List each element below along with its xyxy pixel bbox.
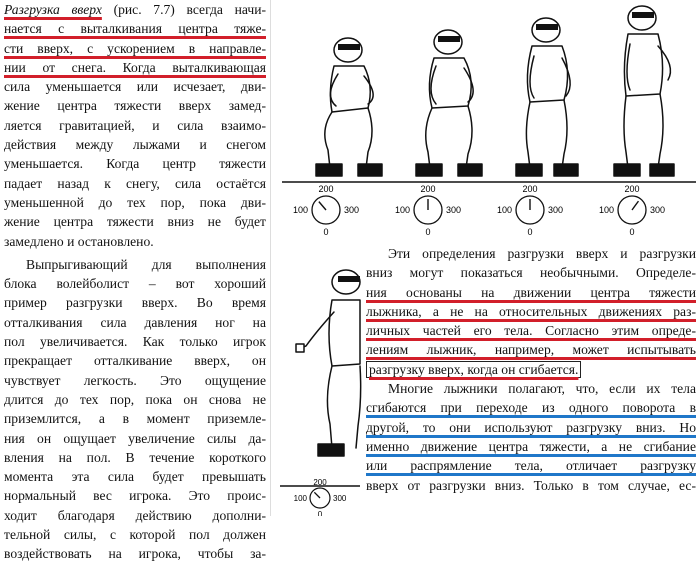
text-line: пол увеличивается. Как только игрок <box>4 334 266 350</box>
paragraph-many-skiers <box>366 379 696 495</box>
skier-figure-2 <box>416 30 482 176</box>
left-column-text <box>4 0 266 564</box>
dial-label-left: 100 <box>292 205 308 215</box>
text-line: замедлено и остановлено. <box>4 233 154 249</box>
text-line: Эти определения разгрузки вверх и разгрузки <box>388 246 696 261</box>
dial-label-right: 300 <box>650 205 666 215</box>
text-line: ния основаны на движении центра тяжести <box>366 284 696 300</box>
dial-label-bottom: 0 <box>425 227 431 237</box>
dial-label-top: 200 <box>313 478 327 487</box>
text-line: личных частей его тела. Согласно этим опреде- <box>366 323 696 339</box>
column-divider <box>270 0 271 516</box>
dial-label-bottom: 0 <box>323 227 329 237</box>
dial-label-left: 100 <box>496 205 512 215</box>
text-line: уменьшается. Когда центр тяжести <box>4 156 266 172</box>
term-unloading-up: Разгрузка вверх <box>4 2 102 17</box>
dial-label-left: 100 <box>293 494 307 503</box>
dial-label-top: 200 <box>522 184 538 194</box>
text-line: длится до тех пор, пока он снова не <box>4 391 266 407</box>
text-line: лыжника, а не на относительных движениях раз- <box>366 303 696 319</box>
text-line: вниз могут показаться необычными. Определе- <box>366 265 696 281</box>
dial-5 <box>294 478 347 516</box>
dial-label-bottom: 0 <box>629 227 635 237</box>
dial-1 <box>293 184 359 237</box>
text-line: блока волейболист – вот хороший <box>4 276 266 292</box>
dial-2 <box>395 184 461 237</box>
text-line: вверх от разгрузки вниз. Только в том случае, ес- <box>366 477 696 493</box>
text-line: нается с выталкивания центра тяже- <box>4 21 266 37</box>
text-line: момента эта сила будет превышать <box>4 469 266 485</box>
paragraph-unloading-up <box>4 0 266 251</box>
dial-label-bottom: 0 <box>317 510 323 516</box>
paragraph-definitions <box>366 244 696 379</box>
text-line: уменьшенной до тех пор, пока дви- <box>4 194 266 210</box>
text-line: ния он ощущает увеличение силы да- <box>4 430 266 446</box>
text-line: разгрузку вверх, когда он сгибается. <box>366 360 696 379</box>
dial-label-top: 200 <box>624 184 640 194</box>
text-line: жение центра тяжести вниз не будет <box>4 214 266 230</box>
text-line: нии от снега. Когда выталкивающая <box>4 59 266 75</box>
right-column-text <box>366 244 696 495</box>
text-line: нормальный вес игрока. Это проис- <box>4 488 266 504</box>
text-line: ляется гравитацией, и сила взаимо- <box>4 117 266 133</box>
dial-label-right: 300 <box>344 205 360 215</box>
dial-label-left: 100 <box>394 205 410 215</box>
dial-label-top: 200 <box>318 184 334 194</box>
text-line: Выпрыгивающий для выполнения <box>26 256 266 272</box>
text-line: Многие лыжники полагают, что, если их тела <box>388 381 696 397</box>
dial-label-right: 300 <box>446 205 462 215</box>
text-line: именно движение центра тяжести, а не сгибание <box>366 438 696 454</box>
text-line: тельной силы, с которой пол должен <box>4 527 266 543</box>
skier-figure-5 <box>296 270 361 456</box>
dial-label-left: 100 <box>598 205 614 215</box>
dial-3 <box>497 184 563 237</box>
text-line: падает назад к снегу, сила остаётся <box>4 175 266 191</box>
text-line: пример разгрузки вверх. Во время <box>4 295 266 311</box>
dial-label-right: 300 <box>548 205 564 215</box>
figure-skier-partial <box>276 248 362 516</box>
text-line: сила уменьшается или исчезает, дви- <box>4 79 266 95</box>
skier-figure-1 <box>316 38 382 176</box>
text-line: другой, то они используют разгрузку вниз. Но <box>366 419 696 435</box>
dial-label-right: 300 <box>333 494 347 503</box>
text-line: приземлится, а в момент приземле- <box>4 411 266 427</box>
text-line: Разгрузка вверх (рис. 7.7) всегда начи- <box>4 2 267 17</box>
text-line: жение центра тяжести вверх замед- <box>4 98 266 114</box>
dial-label-bottom: 0 <box>527 227 533 237</box>
text-line: отталкивания сила давления ног на <box>4 314 266 330</box>
text-line: действия между лыжами и снегом <box>4 137 266 153</box>
text-line: или распрямление тела, отличает разгрузку <box>366 458 696 474</box>
text-line: вления на пол. В течение короткого <box>4 449 266 465</box>
skier-figure-4 <box>614 6 674 176</box>
text-line: воздействовать на игрока, чтобы за- <box>4 546 266 562</box>
text-line: лениям лыжник, например, может испытывать <box>366 342 696 358</box>
dial-4 <box>599 184 665 237</box>
dial-label-top: 200 <box>420 184 436 194</box>
skier-figure-3 <box>516 18 578 176</box>
text-line: прекращает отталкивание вверх, он <box>4 353 266 369</box>
figure-unloading-up-sequence <box>276 0 700 244</box>
text-line: ходит благодаря действию дополни- <box>4 507 266 523</box>
text-line: чувствует легкость. Это ощущение <box>4 372 266 388</box>
text-line: сгибаются при переходе из одного поворота в <box>366 400 696 416</box>
paragraph-volleyball <box>4 255 266 564</box>
text-line: сти вверх, с ускорением в направле- <box>4 40 266 56</box>
